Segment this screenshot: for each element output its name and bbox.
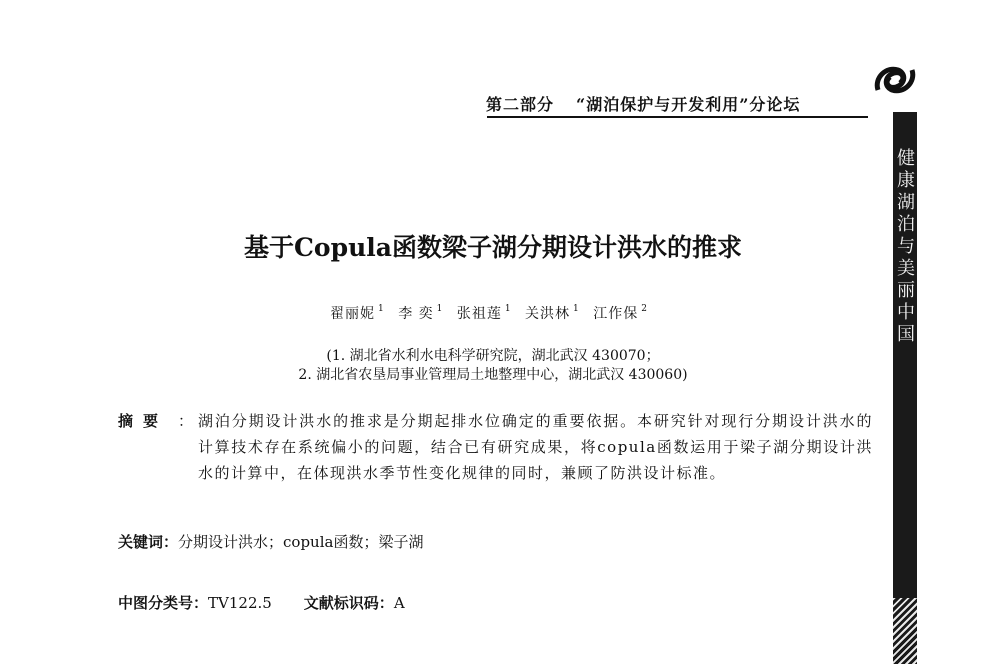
author-affil-mark: 1 xyxy=(378,304,385,314)
keywords-line xyxy=(118,531,423,552)
author-name: 翟丽妮 xyxy=(330,306,376,322)
header-rule xyxy=(487,116,868,118)
author-name: 江作保 xyxy=(593,306,639,322)
author-name: 张祖莲 xyxy=(456,306,502,322)
author-affil-mark: 1 xyxy=(504,304,512,314)
abstract-colon: ： xyxy=(178,412,194,430)
abstract-label: 摘要 xyxy=(118,412,169,430)
author-list xyxy=(0,303,986,323)
author-name: 李 奕 xyxy=(398,306,434,322)
keywords-label: 关键词： xyxy=(118,533,179,551)
sidebar-stripes xyxy=(893,598,917,664)
forum-label: “湖泊保护与开发利用”分论坛 xyxy=(576,95,801,114)
author-name: 关洪林 xyxy=(525,306,571,322)
clc-label: 中图分类号： xyxy=(118,594,209,612)
section-label: 第二部分 xyxy=(486,95,555,114)
abstract-block xyxy=(118,408,873,486)
author-affil-mark: 2 xyxy=(641,304,648,314)
affiliation-1: (1. 湖北省水利水电科学研究院，湖北武汉 430070； xyxy=(326,348,660,364)
conference-logo-icon xyxy=(872,60,918,100)
author-affil-mark: 1 xyxy=(436,304,444,314)
author-affil-mark: 1 xyxy=(573,304,580,314)
sidebar-title: 健康湖泊与美丽中国 xyxy=(894,148,915,346)
doc-code-label: 文献标识码： xyxy=(303,594,394,612)
keywords-text: 分期设计洪水；copula函数；梁子湖 xyxy=(178,533,424,551)
doc-code-value: A xyxy=(393,594,405,612)
running-header xyxy=(486,92,800,115)
paper-title: 基于Copula函数梁子湖分期设计洪水的推求 xyxy=(244,233,742,262)
abstract-text: 湖泊分期设计洪水的推求是分期起排水位确定的重要依据。本研究针对现行分期设计洪水的计算技术存在系统偏小的问题，结合已有研究成果，将copula函数运用于梁子湖分期设计洪水的计算中，在体现洪水季节性变化规律的同时，兼顾了防洪设计标准。 xyxy=(198,412,873,482)
affiliation-2: 2. 湖北省农垦局事业管理局土地整理中心，湖北武汉 430060) xyxy=(298,367,688,383)
clc-value: TV122.5 xyxy=(208,594,272,612)
classification-line xyxy=(118,592,405,613)
